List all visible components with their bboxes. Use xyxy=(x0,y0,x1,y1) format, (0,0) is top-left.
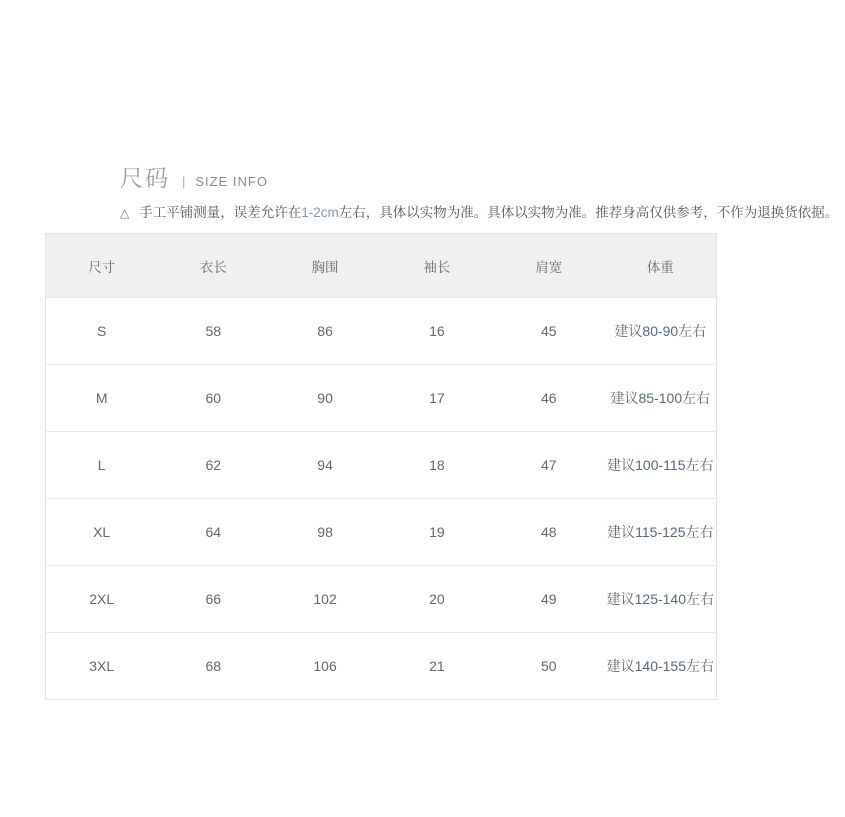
cell-weight xyxy=(605,298,717,365)
weight-suffix: 左右 xyxy=(686,591,715,607)
cell-sleeve: 17 xyxy=(381,365,493,432)
col-header-shoulder: 肩宽 xyxy=(493,234,605,298)
table-row-xl xyxy=(46,499,717,566)
col-header-size: 尺寸 xyxy=(46,234,158,298)
col-header-bust: 胸围 xyxy=(269,234,381,298)
weight-range: 80-90 xyxy=(642,323,679,339)
table-row-3xl xyxy=(46,633,717,700)
weight-range: 100-115 xyxy=(635,457,686,473)
weight-prefix: 建议 xyxy=(614,323,643,339)
weight-range: 140-155 xyxy=(634,658,687,674)
weight-suffix: 左右 xyxy=(685,524,714,540)
cell-size: 3XL xyxy=(46,633,158,700)
weight-range: 125-140 xyxy=(634,591,687,607)
cell-size: 2XL xyxy=(46,566,158,633)
cell-length: 58 xyxy=(157,298,269,365)
cell-shoulder: 45 xyxy=(493,298,605,365)
cell-size: L xyxy=(46,432,158,499)
weight-suffix: 左右 xyxy=(682,390,711,406)
col-header-sleeve: 袖长 xyxy=(381,234,493,298)
cell-weight xyxy=(605,566,717,633)
cell-size: S xyxy=(46,298,158,365)
weight-range: 85-100 xyxy=(638,390,683,406)
cell-bust: 94 xyxy=(269,432,381,499)
weight-prefix: 建议 xyxy=(606,591,635,607)
size-table xyxy=(45,233,717,700)
col-header-length: 衣长 xyxy=(157,234,269,298)
cell-length: 66 xyxy=(157,566,269,633)
cell-sleeve: 16 xyxy=(381,298,493,365)
cell-bust: 86 xyxy=(269,298,381,365)
weight-suffix: 左右 xyxy=(678,323,707,339)
cell-weight xyxy=(605,365,717,432)
weight-prefix: 建议 xyxy=(607,524,636,540)
cell-size: XL xyxy=(46,499,158,566)
cell-weight xyxy=(605,499,717,566)
cell-length: 64 xyxy=(157,499,269,566)
section-title-en: SIZE INFO xyxy=(195,174,268,189)
cell-shoulder: 49 xyxy=(493,566,605,633)
note-text-after: 左右，具体以实物为准。具体以实物为准。推荐身高仅供参考，不作为退换货依据。 xyxy=(338,205,839,220)
table-row-l xyxy=(46,432,717,499)
weight-suffix: 左右 xyxy=(685,457,714,473)
cell-shoulder: 46 xyxy=(493,365,605,432)
table-row-2xl xyxy=(46,566,717,633)
cell-sleeve: 18 xyxy=(381,432,493,499)
cell-bust: 90 xyxy=(269,365,381,432)
weight-prefix: 建议 xyxy=(606,658,635,674)
section-title xyxy=(120,160,268,193)
cell-weight xyxy=(605,633,717,700)
size-table-header-row xyxy=(46,234,717,298)
cell-length: 62 xyxy=(157,432,269,499)
measurement-note xyxy=(120,201,838,221)
cell-weight xyxy=(605,432,717,499)
cell-bust: 102 xyxy=(269,566,381,633)
cell-sleeve: 20 xyxy=(381,566,493,633)
cell-shoulder: 48 xyxy=(493,499,605,566)
note-text-before: 手工平铺测量，误差允许在 xyxy=(139,205,302,220)
weight-prefix: 建议 xyxy=(610,390,639,406)
cell-size: M xyxy=(46,365,158,432)
cell-sleeve: 21 xyxy=(381,633,493,700)
col-header-weight: 体重 xyxy=(605,234,717,298)
note-highlight: 1-2cm xyxy=(301,205,339,220)
weight-range: 115-125 xyxy=(635,524,686,540)
cell-bust: 98 xyxy=(269,499,381,566)
cell-length: 60 xyxy=(157,365,269,432)
weight-prefix: 建议 xyxy=(607,457,636,473)
table-row-m xyxy=(46,365,717,432)
table-row-s xyxy=(46,298,717,365)
title-separator: | xyxy=(182,174,186,189)
weight-suffix: 左右 xyxy=(686,658,715,674)
cell-shoulder: 47 xyxy=(493,432,605,499)
triangle-icon: △ xyxy=(120,206,130,220)
cell-bust: 106 xyxy=(269,633,381,700)
cell-shoulder: 50 xyxy=(493,633,605,700)
cell-sleeve: 19 xyxy=(381,499,493,566)
section-title-cn: 尺码 xyxy=(120,165,170,191)
cell-length: 68 xyxy=(157,633,269,700)
